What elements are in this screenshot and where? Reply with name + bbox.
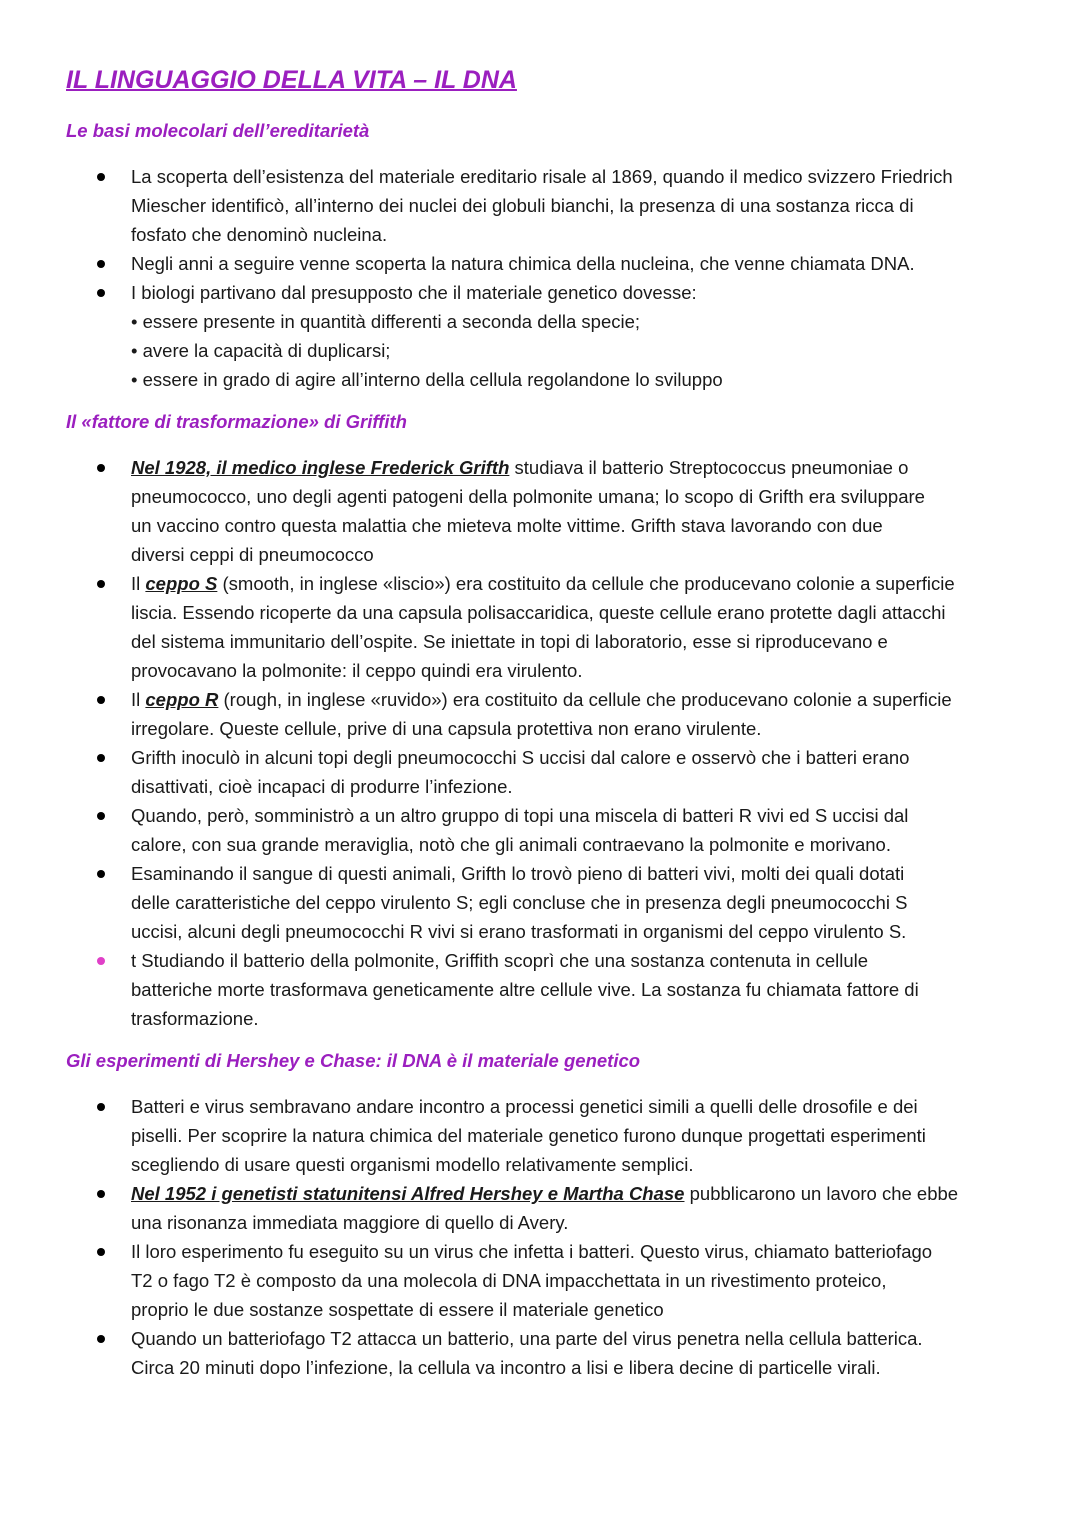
list-item — [0, 946, 1080, 1033]
section-list-griffith — [0, 453, 1080, 1033]
list-item-line: Quando un batteriofago T2 attacca un batterio, una parte del virus penetra nella cellula batterica. — [131, 1328, 923, 1349]
list-item-line: calore, con sua grande meraviglia, notò che gli animali contraevano la polmonite e morivano. — [131, 834, 891, 855]
list-item — [0, 162, 1080, 249]
list-item — [0, 1179, 1080, 1237]
list-item — [0, 1092, 1080, 1179]
section-list-basi-molecolari — [0, 162, 1080, 394]
list-item — [0, 1237, 1080, 1324]
section-heading-griffith: Il «fattore di trasformazione» di Griffith — [66, 411, 407, 432]
list-item — [0, 743, 1080, 801]
bullet-icon — [97, 812, 105, 820]
list-item-line: provocavano la polmonite: il ceppo quindi era virulento. — [131, 660, 583, 681]
bullet-icon — [97, 580, 105, 588]
list-item-line: scegliendo di usare questi organismi modello relativamente semplici. — [131, 1154, 694, 1175]
list-item-text: (rough, in inglese «ruvido») era costituito da cellule che producevano colonie a superficie — [218, 689, 952, 710]
list-item-line: fosfato che denominò nucleina. — [131, 224, 388, 245]
list-item — [0, 249, 1080, 278]
bullet-icon — [97, 260, 105, 268]
list-item-line — [131, 453, 1040, 482]
list-item-line — [131, 685, 1040, 714]
list-item-prefix: Il — [131, 689, 146, 710]
list-item-line: diversi ceppi di pneumococco — [131, 544, 374, 565]
list-item-line: Negli anni a seguire venne scoperta la natura chimica della nucleina, che venne chiamata DNA. — [131, 253, 915, 274]
list-item-line: Esaminando il sangue di questi animali, Grifth lo trovò pieno di batteri vivi, molti dei quali dotati — [131, 863, 905, 884]
bullet-icon — [97, 1190, 105, 1198]
list-item-line: uccisi, alcuni degli pneumococchi R vivi si erano trasformati in organismi del ceppo virulento S. — [131, 921, 907, 942]
bullet-icon — [97, 1103, 105, 1111]
list-item-text: studiava il batterio Streptococcus pneumoniae o — [509, 457, 909, 478]
page-title: IL LINGUAGGIO DELLA VITA – IL DNA — [66, 66, 517, 94]
list-item-line: Quando, però, somministrò a un altro gruppo di topi una miscela di batteri R vivi ed S uccisi dal — [131, 805, 909, 826]
list-item-text: (smooth, in inglese «liscio») era costituito da cellule che producevano colonie a superficie — [217, 573, 955, 594]
list-item-line: piselli. Per scoprire la natura chimica del materiale genetico furono dunque progettati esperimenti — [131, 1125, 926, 1146]
highlighted-term: ceppo S — [145, 573, 218, 594]
list-item — [0, 801, 1080, 859]
list-item-line: Il loro esperimento fu eseguito su un virus che infetta i batteri. Questo virus, chiamato batteriofago — [131, 1241, 933, 1262]
list-item-line: proprio le due sostanze sospettate di essere il materiale genetico — [131, 1299, 664, 1320]
list-item-line: Grifth inoculò in alcuni topi degli pneumococchi S uccisi dal calore e osservò che i batteri erano — [131, 747, 910, 768]
section-heading-hershey-chase: Gli esperimenti di Hershey e Chase: il DNA è il materiale genetico — [66, 1050, 641, 1071]
bullet-icon — [97, 173, 105, 181]
bullet-icon — [97, 464, 105, 472]
list-item — [0, 278, 1080, 394]
bullet-icon — [97, 696, 105, 704]
list-item — [0, 453, 1080, 569]
list-item-line: • essere presente in quantità differenti a seconda della specie; — [131, 311, 641, 332]
highlighted-term: Nel 1928, il medico inglese Frederick Grifth — [131, 457, 510, 478]
list-item-line: irregolare. Queste cellule, prive di una capsula protettiva non erano virulente. — [131, 718, 762, 739]
list-item-line — [131, 1179, 1040, 1208]
bullet-icon — [97, 754, 105, 762]
list-item-line: • essere in grado di agire all’interno della cellula regolandone lo sviluppo — [131, 369, 723, 390]
list-item-line: Circa 20 minuti dopo l’infezione, la cellula va incontro a lisi e libera decine di particelle virali. — [131, 1357, 881, 1378]
list-item-text: pubblicarono un lavoro che ebbe — [684, 1183, 959, 1204]
list-item-line: un vaccino contro questa malattia che mieteva molte vittime. Grifth stava lavorando con due — [131, 515, 883, 536]
list-item-line: liscia. Essendo ricoperte da una capsula polisaccaridica, queste cellule erano protette dagli attacchi — [131, 602, 946, 623]
highlighted-term: ceppo R — [145, 689, 219, 710]
list-item-line: trasformazione. — [131, 1008, 259, 1029]
section-list-hershey-chase — [0, 1092, 1080, 1382]
list-item-line: T2 o fago T2 è composto da una molecola di DNA impacchettata in un rivestimento proteico, — [131, 1270, 887, 1291]
bullet-icon — [97, 289, 105, 297]
list-item-line: disattivati, cioè incapaci di produrre l’infezione. — [131, 776, 513, 797]
bullet-icon — [97, 870, 105, 878]
list-item-line: Batteri e virus sembravano andare incontro a processi genetici simili a quelli delle drosofile e dei — [131, 1096, 918, 1117]
highlighted-term: Nel 1952 i genetisti statunitensi Alfred Hershey e Martha Chase — [131, 1183, 685, 1204]
list-item — [0, 685, 1080, 743]
bullet-icon — [97, 1248, 105, 1256]
bullet-icon — [97, 1335, 105, 1343]
list-item-line: batteriche morte trasformava geneticamente altre cellule vive. La sostanza fu chiamata fattore di — [131, 979, 919, 1000]
list-item-line: pneumococco, uno degli agenti patogeni della polmonite umana; lo scopo di Grifth era sviluppare — [131, 486, 925, 507]
list-item — [0, 569, 1080, 685]
list-item-line: • avere la capacità di duplicarsi; — [131, 340, 391, 361]
list-item-prefix: Il — [131, 573, 146, 594]
list-item-line: una risonanza immediata maggiore di quello di Avery. — [131, 1212, 569, 1233]
list-item — [0, 859, 1080, 946]
list-item-line: delle caratteristiche del ceppo virulento S; egli concluse che in presenza degli pneumococchi S — [131, 892, 908, 913]
list-item-line: t Studiando il batterio della polmonite, Griffith scoprì che una sostanza contenuta in cellule — [131, 950, 869, 971]
list-item — [0, 1324, 1080, 1382]
list-item-line: del sistema immunitario dell’ospite. Se iniettate in topi di laboratorio, esse si riproducevano e — [131, 631, 888, 652]
list-item-line — [131, 569, 1040, 598]
list-item-line: Miescher identificò, all’interno dei nuclei dei globuli bianchi, la presenza di una sostanza ricca di — [131, 195, 914, 216]
bullet-icon — [97, 957, 105, 965]
list-item-line: La scoperta dell’esistenza del materiale ereditario risale al 1869, quando il medico svizzero Friedrich — [131, 166, 953, 187]
list-item-line: I biologi partivano dal presupposto che il materiale genetico dovesse: — [131, 282, 697, 303]
section-heading-basi-molecolari: Le basi molecolari dell’ereditarietà — [66, 120, 370, 141]
